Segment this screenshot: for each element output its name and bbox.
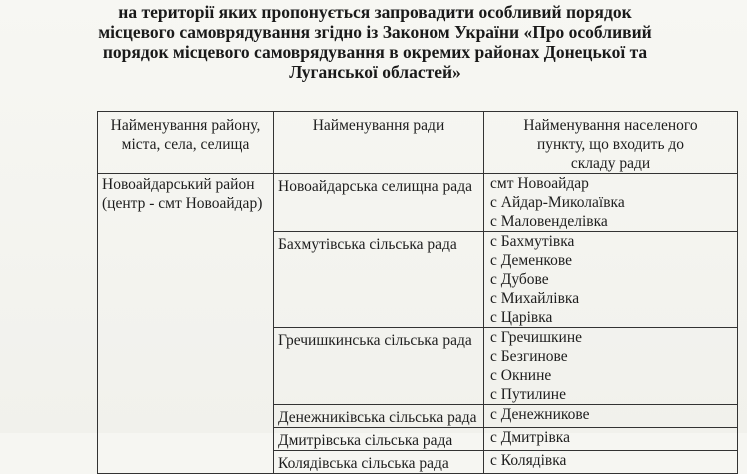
settlements-cell (484, 232, 738, 328)
district-cell: Новоайдарський район (центр - смт Новоайдар) (98, 174, 274, 474)
header-district: Найменування району, міста, села, селища (98, 112, 274, 174)
settlement-item: с Колядівка (490, 452, 567, 469)
settlement-item: с Гречишкине (490, 329, 583, 346)
settlement-item: с Безгинове (490, 348, 568, 365)
table-row (98, 174, 738, 232)
settlement-item: с Михайлівка (490, 290, 580, 307)
settlements-cell (484, 174, 738, 232)
settlements-cell (484, 405, 738, 428)
council-name: Новоайдарська селищна рада (274, 174, 484, 232)
settlement-item: с Дубове (490, 271, 549, 288)
settlement-item: с Маловенделівка (490, 213, 608, 230)
header-council: Найменування ради (274, 112, 484, 174)
heading-line-3: порядок місцевого самоврядування в окремих районах Донецької та (102, 42, 648, 62)
settlement-item: с Дмитрівка (490, 429, 570, 446)
settlement-item: с Царівка (490, 309, 553, 326)
council-name: Гречишкинська сільська рада (274, 328, 484, 405)
heading-line-4: Луганської областей» (289, 62, 461, 82)
settlement-item: с Деменкове (490, 252, 572, 269)
settlement-item: с Путилине (490, 386, 566, 403)
council-name: Дмитрівська сільська рада (274, 428, 484, 451)
settlements-cell (484, 428, 738, 451)
settlement-item: с Денежникове (490, 406, 590, 423)
settlement-item: с Айдар-Миколаївка (490, 194, 625, 211)
settlements-cell (484, 451, 738, 474)
settlement-item: смт Новоайдар (490, 175, 589, 192)
settlement-item: с Окнине (490, 367, 552, 384)
council-name: Колядівська сільська рада (274, 451, 484, 474)
heading-line-1: на території яких пропонується запровадити особливий порядок (118, 2, 632, 22)
table-header-row (98, 112, 738, 174)
council-name: Бахмутівська сільська рада (274, 232, 484, 328)
council-name: Денежниківська сільська рада (274, 405, 484, 428)
heading-line-2: місцевого самоврядування згідно із Законом України «Про особливий (98, 22, 652, 42)
settlement-item: с Бахмутівка (490, 233, 575, 250)
settlements-table (97, 111, 738, 474)
header-settlement: Найменування населеного пункту, що входить до складу ради (484, 112, 738, 174)
settlements-cell (484, 328, 738, 405)
